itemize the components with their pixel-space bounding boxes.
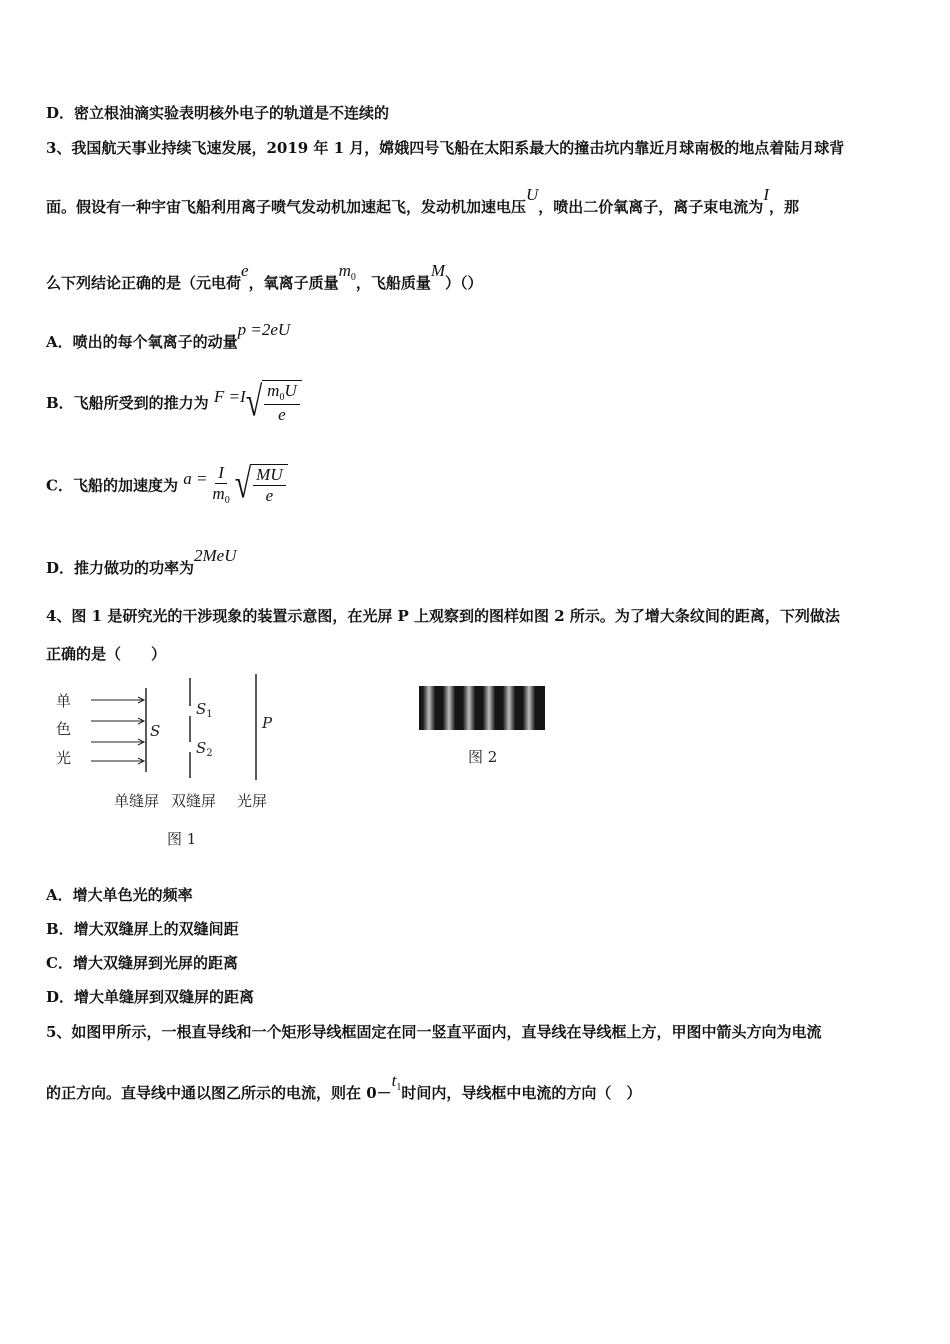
- q3-option-d: [46, 546, 237, 578]
- formula-thrust-fraction: [264, 381, 300, 425]
- q5-stem-line1: 5、如图甲所示，一根直导线和一个矩形导线框固定在同一竖直平面内，直导线在导线框上方，甲图中箭头方向为电流: [46, 1023, 822, 1041]
- symbol-U: U: [526, 185, 539, 204]
- formula-accel-lhs: a =: [183, 469, 208, 488]
- sqrt-sign: √ $\frac{MU}{e}$: [235, 464, 288, 506]
- option-c-text: C．飞船的加速度为: [46, 476, 178, 495]
- q3-stem-text: 面。假设有一种宇宙飞船利用离子喷气发动机加速起飞，发动机加速电压: [46, 198, 527, 216]
- frac-numerator-tail: U: [284, 381, 297, 400]
- label-S2: $S_2$: [196, 739, 213, 759]
- q3-stem-line1: 3、我国航天事业持续飞速发展，2019 年 1 月，嫦娥四号飞船在太阳系最大的撞击坑内靠近月球南极的地点着陆月球背: [46, 139, 845, 157]
- q3-stem-line3: [46, 261, 483, 293]
- formula-accel-fraction: [209, 463, 232, 507]
- q4-stem-line1: 4、图 1 是研究光的干涉现象的装置示意图，在光屏 P 上观察到的图样如图 2 所示。为了增大条纹间的距离，下列做法: [46, 607, 840, 625]
- frac-numerator: MU: [253, 465, 285, 486]
- symbol-t: t: [391, 1071, 397, 1090]
- frac-denominator: e: [265, 486, 274, 505]
- q3-option-b: [46, 380, 302, 425]
- symbol-m: m: [338, 261, 351, 280]
- q5-stem-text: 的正方向。直导线中通以图乙所示的电流，则在 0－: [46, 1084, 392, 1102]
- q3-stem-text: ，氧离子质量: [248, 274, 339, 292]
- q3-option-c: [46, 463, 288, 507]
- formula-momentum: p =2eU: [237, 320, 291, 339]
- incident-light-arrows: [91, 697, 144, 764]
- symbol-I: I: [763, 185, 769, 204]
- formula-power: 2MeU: [194, 546, 237, 565]
- frac-denominator: e: [278, 405, 286, 424]
- symbol-t-subscript: 1: [396, 1082, 402, 1093]
- frac-denominator: m: [212, 484, 225, 503]
- label-P: P: [262, 714, 273, 732]
- label-double-slit-screen: 双缝屏: [171, 792, 217, 810]
- q3-stem-line2: [46, 185, 799, 217]
- figure-1-interference-apparatus: [40, 670, 300, 855]
- q3-option-a: [46, 320, 291, 352]
- light-label-3: 光: [56, 749, 72, 767]
- frac-numerator: I: [215, 463, 227, 484]
- q4-option-d: D．增大单缝屏到双缝屏的距离: [46, 988, 255, 1006]
- option-a-text: A．喷出的每个氧离子的动量: [46, 333, 238, 351]
- q4-stem-line2: 正确的是（ ）: [46, 645, 167, 663]
- figure-2-caption: 图 2: [468, 748, 498, 766]
- figure-2-fringe-pattern: [418, 684, 548, 769]
- q3-stem-text: ，飞船质量: [355, 274, 431, 292]
- sqrt-sign: √ $\frac{m_0U}{e}$: [246, 380, 302, 425]
- q5-stem-text: 时间内，导线框中电流的方向（ ）: [401, 1084, 642, 1102]
- option-d-text: D．推力做功的功率为: [46, 559, 195, 577]
- q3-stem-text: 么下列结论正确的是（元电荷: [46, 274, 242, 292]
- figure-1-caption: 图 1: [167, 830, 197, 848]
- label-single-slit-screen: 单缝屏: [114, 792, 160, 810]
- frac-numerator: m: [267, 381, 280, 400]
- formula-accel-sqrt-fraction: [253, 465, 285, 506]
- q3-stem-text: ，喷出二价氧离子，离子束电流为: [538, 198, 764, 216]
- label-S1: $S_1$: [196, 700, 213, 720]
- q3-stem-text: ）（）: [445, 274, 483, 292]
- light-label-2: 色: [56, 720, 72, 738]
- symbol-m-subscript: 0: [350, 272, 356, 283]
- light-label-1: 单: [56, 692, 72, 710]
- symbol-e: e: [241, 261, 249, 280]
- q4-option-b: B．增大双缝屏上的双缝间距: [46, 920, 239, 938]
- q2-option-d: D．密立根油滴实验表明核外电子的轨道是不连续的: [46, 104, 390, 122]
- q5-stem-line2: [46, 1071, 642, 1103]
- frac-denominator-subscript: 0: [224, 495, 230, 506]
- formula-thrust-lhs: F =I: [213, 386, 246, 406]
- q4-option-c: C．增大双缝屏到光屏的距离: [46, 954, 238, 972]
- option-b-text: B．飞船所受到的推力为: [46, 394, 209, 412]
- symbol-M: M: [430, 261, 446, 280]
- frac-numerator-subscript: 0: [279, 392, 285, 403]
- q4-option-a: A．增大单色光的频率: [46, 886, 193, 904]
- label-S: S: [150, 722, 161, 740]
- label-light-screen: 光屏: [237, 792, 268, 810]
- q3-stem-text: ，那: [768, 198, 799, 216]
